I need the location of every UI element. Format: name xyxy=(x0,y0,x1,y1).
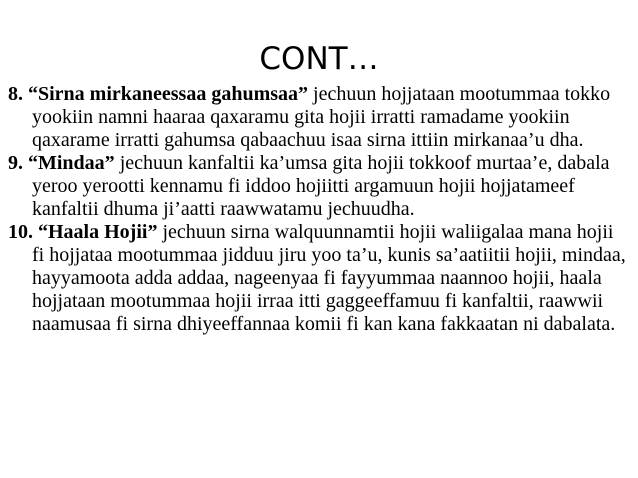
definition-list xyxy=(8,83,630,336)
item-number: 9. xyxy=(8,152,23,174)
item-term: “Sirna mirkaneessaa gahumsaa” xyxy=(28,83,309,105)
item-term: “Haala Hojii” xyxy=(38,221,158,243)
item-description: jechuun hojjataan mootummaa tokko yookiin namni haaraa qaxaramu gita hojii irratti ramadame yookiin qaxarame irratti gahumsa qabaachuu isaa sirna ittiin mirkanaa’u dha. xyxy=(32,83,611,151)
item-description: jechuun sirna walquunnamtii hojii waliigalaa mana hojii fi hojjataa mootummaa jidduu jiru yoo ta’u, kunis sa’aatiitii hojii, mindaa, hayyamoota adda addaa, nageenyaa fi fayyummaa naannoo hojii, haala hojjataan mootummaa hojii irraa itti gaggeeffamuu fi kanfaltii, raawwii naamusaa fi sirna dhiyeeffannaa komii fi kan kana fakkaatan ni dabalata. xyxy=(32,221,626,335)
item-term: “Mindaa” xyxy=(28,152,115,174)
definition-item xyxy=(8,83,630,152)
item-description: jechuun kanfaltii ka’umsa gita hojii tokkoof murtaa’e, dabala yeroo yerootti kennamu fi iddoo hojiitti argamuun hojii hojjatameef kanfaltii dhuma ji’aatti raawwatamu jechuudha. xyxy=(32,152,610,220)
item-number: 10. xyxy=(8,221,33,243)
slide-title: CONT… xyxy=(259,41,379,77)
definition-item xyxy=(8,152,630,221)
item-number: 8. xyxy=(8,83,23,105)
definition-item xyxy=(8,221,630,336)
